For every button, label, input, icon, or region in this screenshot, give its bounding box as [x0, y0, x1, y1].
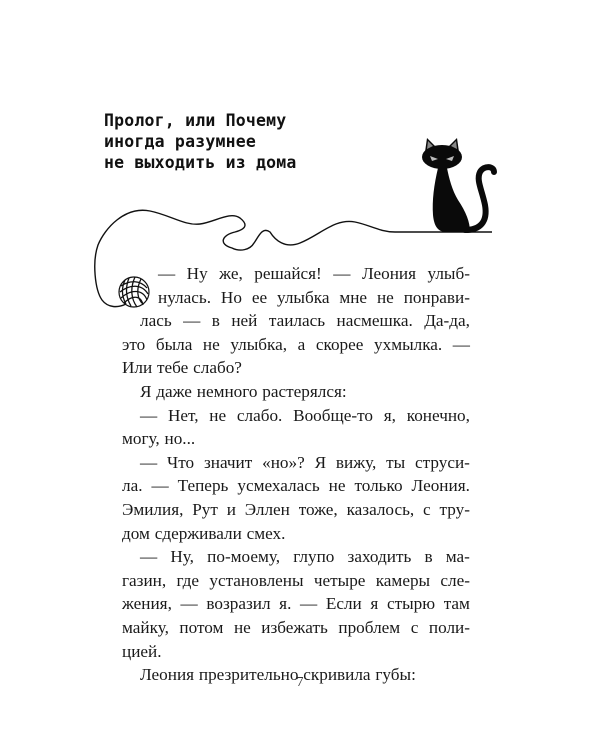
chapter-title-line: иногда разумнее — [104, 132, 257, 151]
text-line: газин, где установлены четыре камеры сле- — [122, 570, 470, 590]
text-line: — Что значит «но»? Я вижу, ты струси- — [140, 452, 470, 472]
text-line: Я даже немного растерялся: — [140, 381, 347, 401]
text-line: — Нет, не слабо. Вообще-то я, конечно, — [140, 405, 470, 425]
chapter-title-line: не выходить из дома — [104, 153, 297, 172]
text-line: — Ну, по-моему, глупо заходить в ма- — [140, 547, 470, 567]
text-line: лась — в ней таилась насмешка. Да-да, — [140, 311, 470, 331]
text-line: жения, — возразил я. — Если я стырю там — [122, 594, 470, 614]
text-line: ла. — Теперь усмехалась не только Леония. — [122, 476, 470, 496]
text-line: Или тебе слабо? — [122, 358, 242, 378]
text-line: цией. — [122, 641, 162, 661]
text-line: могу, но... — [122, 429, 196, 449]
text-line: это была не улыбка, а скорее ухмылка. — — [122, 334, 470, 354]
page-number: 7 — [296, 675, 304, 690]
text-line: Эмилия, Рут и Эллен тоже, казалось, с тру- — [122, 499, 470, 519]
black-cat-icon — [422, 138, 494, 232]
text-line: майку, потом не избежать проблем с поли- — [122, 617, 470, 637]
body-text — [122, 262, 470, 687]
text-line: нулась. Но ее улыбка мне не понрави- — [158, 287, 470, 307]
text-line: Леония презрительно скривила губы: — [140, 665, 416, 685]
chapter-title-line: Пролог, или Почему — [104, 111, 287, 130]
text-line: — Ну же, решайся! — Леония улыб- — [158, 264, 470, 283]
text-line: дом сдерживали смех. — [122, 523, 286, 543]
